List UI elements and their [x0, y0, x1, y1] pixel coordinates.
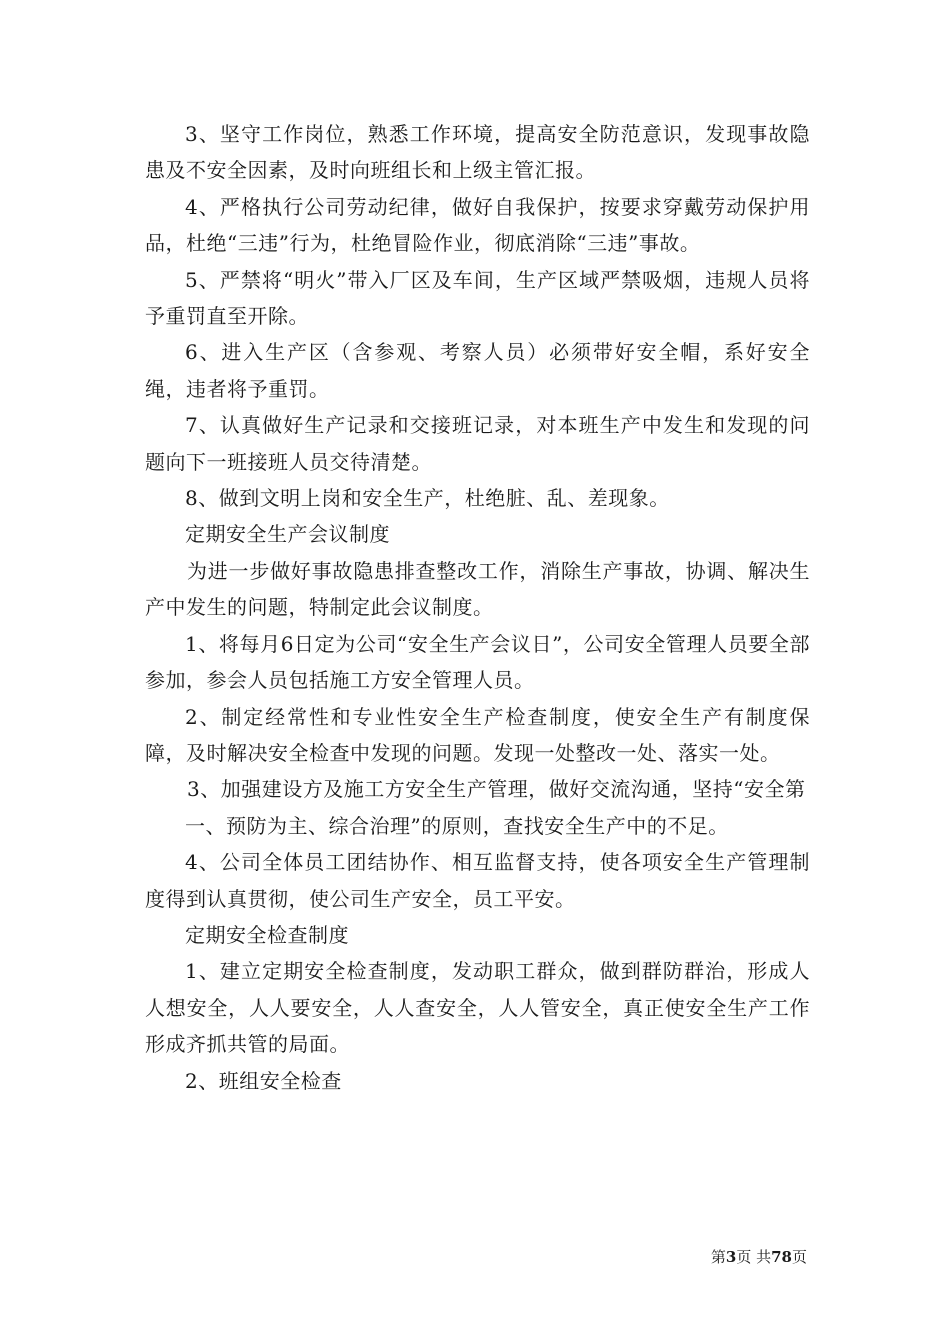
- paragraph-meeting-2: 2、制定经常性和专业性安全生产检查制度，使安全生产有制度保障，及时解决安全检查中发现的问题。发现一处整改一处、落实一处。: [145, 704, 810, 765]
- paragraph-meeting-3-continued: 一、预防为主、综合治理”的原则，查找安全生产中的不足。: [185, 813, 729, 838]
- document-body: [145, 116, 810, 1099]
- paragraph-meeting-intro: 为进一步做好事故隐患排查整改工作，消除生产事故，协调、解决生产中发生的问题，特制定此会议制度。: [145, 558, 810, 620]
- footer-middle: 页 共: [736, 1248, 772, 1266]
- footer-suffix: 页: [791, 1248, 807, 1266]
- section-heading-meeting: 定期安全生产会议制度: [185, 522, 390, 547]
- paragraph-meeting-1: 1、将每月6日定为公司“安全生产会议日”，公司安全管理人员要全部参加，参会人员包括施工方安全管理人员。: [145, 631, 810, 693]
- paragraph-rule-4: 4、严格执行公司劳动纪律，做好自我保护，按要求穿戴劳动保护用品，杜绝“三违”行为，杜绝冒险作业，彻底消除“三违”事故。: [145, 194, 810, 256]
- total-page-count: 78: [771, 1248, 792, 1266]
- footer-prefix: 第: [710, 1248, 726, 1266]
- paragraph-rule-3: 3、坚守工作岗位，熟悉工作环境，提高安全防范意识，发现事故隐患及不安全因素，及时向班组长和上级主管汇报。: [145, 122, 810, 183]
- current-page-number: 3: [725, 1248, 737, 1266]
- paragraph-inspection-1: 1、建立定期安全检查制度，发动职工群众，做到群防群治，形成人人想安全，人人要安全，人人查安全，人人管安全，真正使安全生产工作形成齐抓共管的局面。: [145, 959, 810, 1057]
- paragraph-rule-5: 5、严禁将“明火”带入厂区及车间，生产区域严禁吸烟，违规人员将予重罚直至开除。: [145, 267, 810, 329]
- paragraph-rule-6: 6、进入生产区（含参观、考察人员）必须带好安全帽，系好安全绳，违者将予重罚。: [145, 340, 810, 401]
- paragraph-inspection-2: 2、班组安全检查: [185, 1068, 342, 1093]
- paragraph-meeting-4: 4、公司全体员工团结协作、相互监督支持，使各项安全生产管理制度得到认真贯彻，使公司生产安全，员工平安。: [145, 850, 810, 911]
- paragraph-meeting-3: 3、加强建设方及施工方安全生产管理，做好交流沟通，坚持“安全第: [187, 777, 806, 802]
- paragraph-rule-8: 8、做到文明上岗和安全生产，杜绝脏、乱、差现象。: [185, 486, 670, 511]
- page-number-footer: [711, 1246, 807, 1267]
- section-heading-inspection: 定期安全检查制度: [185, 922, 349, 947]
- paragraph-rule-7: 7、认真做好生产记录和交接班记录，对本班生产中发生和发现的问题向下一班接班人员交待清楚。: [145, 413, 810, 474]
